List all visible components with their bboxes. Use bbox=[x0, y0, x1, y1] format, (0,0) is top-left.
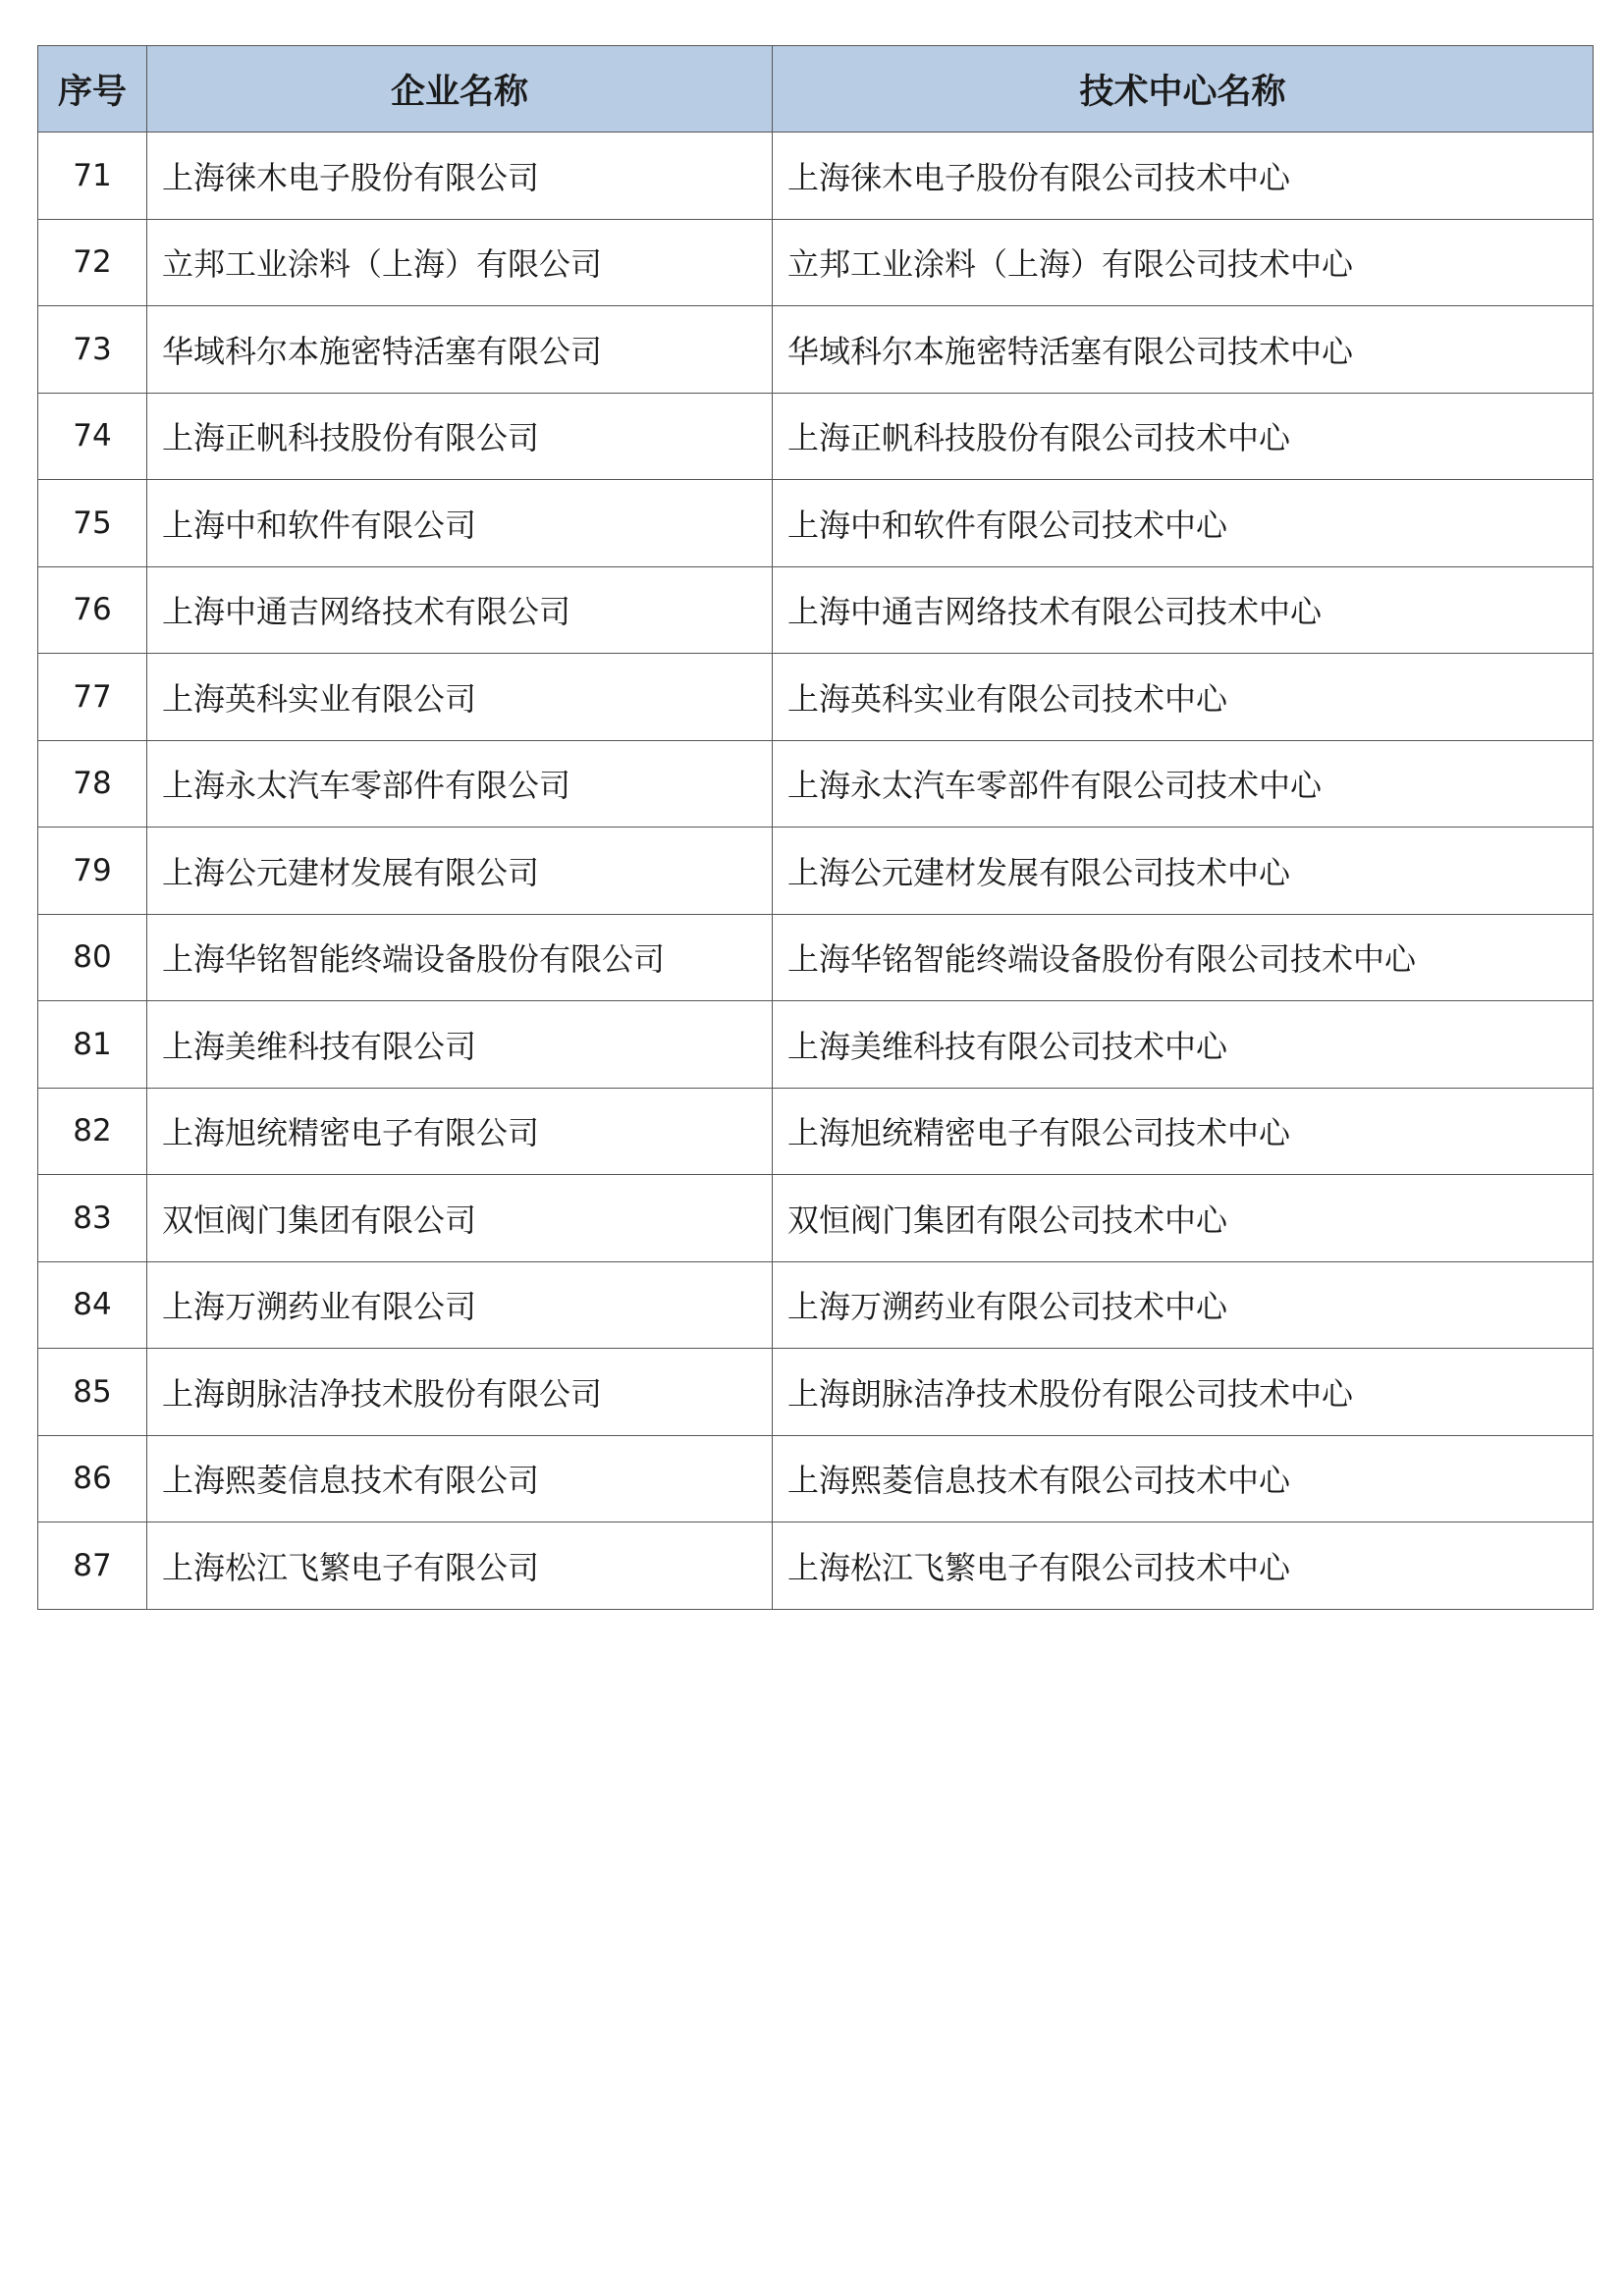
cell-seq: 85 bbox=[38, 1349, 147, 1436]
cell-enterprise: 立邦工业涂料（上海）有限公司 bbox=[147, 219, 773, 306]
table-row bbox=[38, 306, 1594, 394]
table-row bbox=[38, 828, 1594, 915]
cell-tech-center: 华域科尔本施密特活塞有限公司技术中心 bbox=[773, 306, 1594, 394]
cell-enterprise: 上海中和软件有限公司 bbox=[147, 480, 773, 567]
cell-tech-center: 上海熙菱信息技术有限公司技术中心 bbox=[773, 1435, 1594, 1522]
cell-seq: 76 bbox=[38, 566, 147, 654]
cell-tech-center: 上海中通吉网络技术有限公司技术中心 bbox=[773, 566, 1594, 654]
cell-seq: 86 bbox=[38, 1435, 147, 1522]
table-row bbox=[38, 740, 1594, 828]
table-row bbox=[38, 1175, 1594, 1262]
table-row bbox=[38, 393, 1594, 480]
cell-enterprise: 上海英科实业有限公司 bbox=[147, 654, 773, 741]
cell-enterprise: 上海徕木电子股份有限公司 bbox=[147, 133, 773, 220]
cell-seq: 78 bbox=[38, 740, 147, 828]
table-row bbox=[38, 1001, 1594, 1089]
cell-enterprise: 上海公元建材发展有限公司 bbox=[147, 828, 773, 915]
cell-enterprise: 上海朗脉洁净技术股份有限公司 bbox=[147, 1349, 773, 1436]
cell-seq: 72 bbox=[38, 219, 147, 306]
cell-tech-center: 立邦工业涂料（上海）有限公司技术中心 bbox=[773, 219, 1594, 306]
cell-tech-center: 上海正帆科技股份有限公司技术中心 bbox=[773, 393, 1594, 480]
cell-tech-center: 上海中和软件有限公司技术中心 bbox=[773, 480, 1594, 567]
document-page bbox=[37, 45, 1593, 1610]
table-row bbox=[38, 480, 1594, 567]
table-row bbox=[38, 654, 1594, 741]
enterprise-tech-center-table bbox=[37, 45, 1594, 1610]
cell-tech-center: 上海公元建材发展有限公司技术中心 bbox=[773, 828, 1594, 915]
table-row bbox=[38, 1349, 1594, 1436]
cell-enterprise: 上海万溯药业有限公司 bbox=[147, 1261, 773, 1349]
cell-enterprise: 上海正帆科技股份有限公司 bbox=[147, 393, 773, 480]
table-row bbox=[38, 1088, 1594, 1175]
cell-tech-center: 上海万溯药业有限公司技术中心 bbox=[773, 1261, 1594, 1349]
cell-tech-center: 上海永太汽车零部件有限公司技术中心 bbox=[773, 740, 1594, 828]
cell-seq: 75 bbox=[38, 480, 147, 567]
cell-seq: 71 bbox=[38, 133, 147, 220]
cell-enterprise: 上海华铭智能终端设备股份有限公司 bbox=[147, 914, 773, 1001]
cell-seq: 81 bbox=[38, 1001, 147, 1089]
cell-seq: 73 bbox=[38, 306, 147, 394]
cell-seq: 87 bbox=[38, 1522, 147, 1610]
header-tech-center: 技术中心名称 bbox=[773, 46, 1594, 133]
cell-enterprise: 上海旭统精密电子有限公司 bbox=[147, 1088, 773, 1175]
table-header-row bbox=[38, 46, 1594, 133]
table-row bbox=[38, 914, 1594, 1001]
cell-seq: 79 bbox=[38, 828, 147, 915]
table-row bbox=[38, 219, 1594, 306]
cell-tech-center: 上海华铭智能终端设备股份有限公司技术中心 bbox=[773, 914, 1594, 1001]
cell-seq: 82 bbox=[38, 1088, 147, 1175]
table-row bbox=[38, 1435, 1594, 1522]
table-row bbox=[38, 133, 1594, 220]
header-seq: 序号 bbox=[38, 46, 147, 133]
header-enterprise: 企业名称 bbox=[147, 46, 773, 133]
cell-tech-center: 双恒阀门集团有限公司技术中心 bbox=[773, 1175, 1594, 1262]
cell-seq: 74 bbox=[38, 393, 147, 480]
cell-tech-center: 上海美维科技有限公司技术中心 bbox=[773, 1001, 1594, 1089]
cell-tech-center: 上海朗脉洁净技术股份有限公司技术中心 bbox=[773, 1349, 1594, 1436]
cell-tech-center: 上海旭统精密电子有限公司技术中心 bbox=[773, 1088, 1594, 1175]
cell-enterprise: 双恒阀门集团有限公司 bbox=[147, 1175, 773, 1262]
cell-enterprise: 华域科尔本施密特活塞有限公司 bbox=[147, 306, 773, 394]
cell-seq: 84 bbox=[38, 1261, 147, 1349]
cell-seq: 77 bbox=[38, 654, 147, 741]
cell-seq: 83 bbox=[38, 1175, 147, 1262]
cell-enterprise: 上海永太汽车零部件有限公司 bbox=[147, 740, 773, 828]
cell-enterprise: 上海中通吉网络技术有限公司 bbox=[147, 566, 773, 654]
cell-enterprise: 上海松江飞繁电子有限公司 bbox=[147, 1522, 773, 1610]
table-row bbox=[38, 1522, 1594, 1610]
cell-seq: 80 bbox=[38, 914, 147, 1001]
cell-enterprise: 上海熙菱信息技术有限公司 bbox=[147, 1435, 773, 1522]
table-row bbox=[38, 566, 1594, 654]
cell-tech-center: 上海英科实业有限公司技术中心 bbox=[773, 654, 1594, 741]
cell-tech-center: 上海徕木电子股份有限公司技术中心 bbox=[773, 133, 1594, 220]
cell-enterprise: 上海美维科技有限公司 bbox=[147, 1001, 773, 1089]
table-row bbox=[38, 1261, 1594, 1349]
cell-tech-center: 上海松江飞繁电子有限公司技术中心 bbox=[773, 1522, 1594, 1610]
